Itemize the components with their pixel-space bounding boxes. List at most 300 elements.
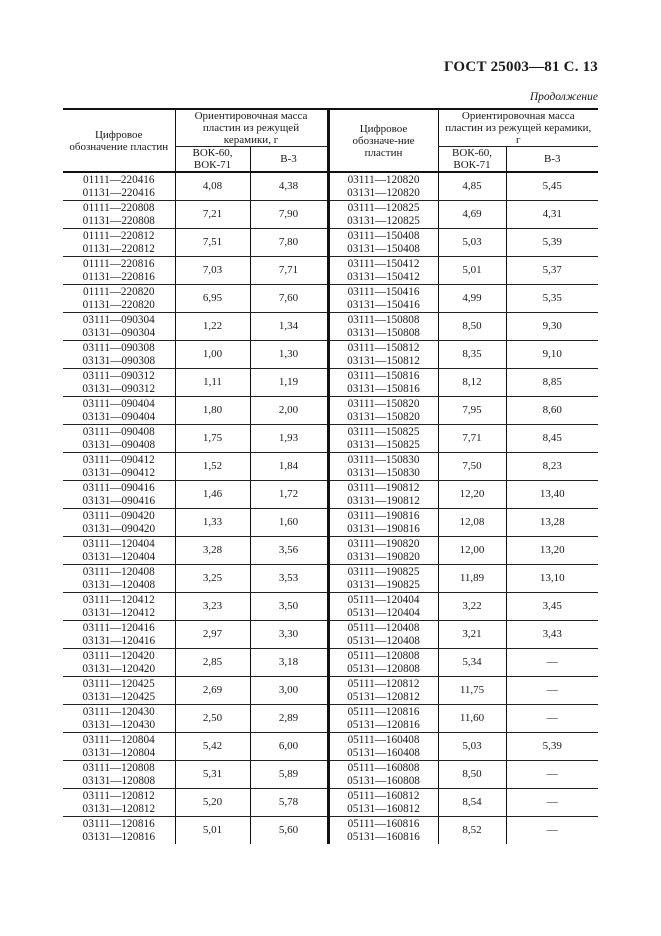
right-code-cell-text: 03111—150816 [347, 369, 420, 382]
left-b3-cell [250, 397, 328, 425]
right-vok-cell-text: 12,08 [459, 516, 485, 528]
right-code-cell-text: 05111—120408 [347, 621, 420, 634]
left-vok-cell-text: 1,00 [202, 348, 223, 360]
left-b3-cell-text: 7,90 [278, 208, 299, 220]
left-code-cell-text: 01111—220416 [83, 173, 155, 186]
right-b3-cell [506, 285, 598, 313]
right-b3-cell-text: 13,28 [539, 516, 565, 528]
table-row [63, 649, 598, 677]
left-code-cell [63, 621, 175, 649]
right-code-cell [328, 705, 438, 733]
left-code-cell [63, 341, 175, 369]
right-b3-cell [506, 817, 598, 845]
right-code-cell-text: 05111—120816 [347, 705, 420, 718]
right-vok-cell-text: 12,20 [459, 488, 485, 500]
left-code-cell-text: 01111—220808 [83, 201, 155, 214]
right-vok-cell-text: 11,75 [459, 684, 485, 696]
left-b3-cell-text: 5,60 [278, 824, 299, 836]
left-b3-cell [250, 285, 328, 313]
left-code-cell-text: 03111—120816 [82, 817, 155, 830]
right-code-cell-text: 03131—190825 [347, 578, 420, 591]
left-b3-cell-text: 2,89 [278, 712, 299, 724]
left-b3-cell [250, 172, 328, 201]
right-code-cell [328, 817, 438, 845]
left-code-cell-text: 03111—090308 [82, 341, 155, 354]
right-vok-cell-text: 5,01 [462, 264, 482, 276]
left-b3-cell-text: 3,18 [278, 656, 299, 668]
right-vok-cell [438, 341, 506, 369]
left-b3-cell [250, 369, 328, 397]
table-row [63, 705, 598, 733]
left-b3-cell-text: 3,50 [278, 600, 299, 612]
right-b3-cell-text: 9,30 [542, 320, 562, 332]
continuation-label: Продолжение [529, 91, 598, 103]
right-b3-cell-text: 8,60 [542, 404, 562, 416]
right-code-cell-text: 05111—160816 [347, 817, 420, 830]
right-vok-cell-text: 7,71 [462, 432, 482, 444]
left-vok-cell-text: 4,08 [202, 180, 223, 192]
right-code-cell-text: 05111—160812 [347, 789, 420, 802]
right-code-cell [328, 593, 438, 621]
left-b3-cell-text: 3,30 [278, 628, 299, 640]
left-code-cell-text: 03111—090420 [82, 509, 155, 522]
right-code-cell-text: 03131—150808 [347, 326, 420, 339]
left-vok-cell-text: 3,23 [202, 600, 223, 612]
left-code-cell-text: 03131—120804 [82, 746, 156, 759]
left-vok-cell-text: 2,85 [202, 656, 223, 668]
left-code-cell [63, 229, 175, 257]
right-vok-cell [438, 677, 506, 705]
right-b3-cell-text: 8,85 [542, 376, 562, 388]
right-b3-cell-text: 5,39 [542, 740, 562, 752]
left-b3-cell-text: 3,53 [278, 572, 299, 584]
right-code-cell-text: 05131—160816 [347, 830, 420, 843]
left-vok-cell-text: 1,80 [202, 404, 223, 416]
right-code-cell-text: 03111—150820 [347, 397, 420, 410]
left-code-cell-text: 01131—220812 [82, 242, 155, 255]
left-code-cell-text: 03131—090312 [82, 382, 156, 395]
right-vok-cell-text: 8,12 [462, 376, 482, 388]
left-code-cell [63, 257, 175, 285]
right-code-cell [328, 621, 438, 649]
left-code-cell [63, 677, 175, 705]
right-b3-cell [506, 593, 598, 621]
right-vok-cell-text: 7,50 [462, 460, 482, 472]
right-sub-header-b3: В-3 [506, 147, 598, 173]
right-b3-cell [506, 257, 598, 285]
left-code-cell-text: 03111—120808 [82, 761, 155, 774]
right-code-cell [328, 537, 438, 565]
left-b3-cell [250, 593, 328, 621]
right-vok-cell [438, 705, 506, 733]
right-b3-cell-text: 5,45 [542, 180, 562, 192]
left-vok-cell-text: 2,69 [202, 684, 223, 696]
left-code-cell [63, 565, 175, 593]
left-b3-cell [250, 313, 328, 341]
right-vok-cell [438, 481, 506, 509]
left-code-cell [63, 789, 175, 817]
table-row [63, 593, 598, 621]
left-b3-cell-text: 1,72 [278, 488, 299, 500]
right-b3-cell [506, 789, 598, 817]
right-code-cell-text: 05131—160812 [347, 802, 420, 815]
right-vok-cell [438, 509, 506, 537]
left-code-cell [63, 369, 175, 397]
right-code-cell [328, 369, 438, 397]
right-code-cell [328, 481, 438, 509]
left-code-cell [63, 453, 175, 481]
right-code-cell-text: 03111—150808 [347, 313, 420, 326]
left-vok-cell [175, 789, 250, 817]
left-vok-cell [175, 341, 250, 369]
left-code-cell-text: 03111—090304 [82, 313, 155, 326]
right-vok-cell [438, 257, 506, 285]
left-code-cell [63, 733, 175, 761]
left-code-cell-text: 03111—090412 [82, 453, 155, 466]
right-code-cell-text: 05131—120816 [347, 718, 420, 731]
left-vok-cell [175, 565, 250, 593]
right-code-cell-text: 03131—150412 [347, 270, 420, 283]
right-code-cell-text: 03131—150416 [347, 298, 420, 311]
left-vok-cell-text: 5,31 [202, 768, 223, 780]
left-code-cell-text: 03111—120430 [82, 705, 155, 718]
left-vok-cell-text: 7,21 [202, 208, 223, 220]
right-vok-cell [438, 649, 506, 677]
left-b3-cell [250, 425, 328, 453]
left-code-cell-text: 03111—120404 [82, 537, 155, 550]
right-code-cell-text: 03111—190812 [347, 481, 420, 494]
left-vok-cell-text: 1,33 [202, 516, 223, 528]
left-b3-cell-text: 7,60 [278, 292, 299, 304]
left-b3-cell-text: 4,38 [278, 180, 299, 192]
right-b3-cell-text: 8,45 [542, 432, 562, 444]
left-code-cell-text: 03111—120420 [82, 649, 155, 662]
table-row [63, 481, 598, 509]
left-b3-cell [250, 481, 328, 509]
right-vok-cell [438, 313, 506, 341]
table-body [63, 172, 598, 844]
right-b3-cell [506, 397, 598, 425]
left-b3-cell [250, 649, 328, 677]
left-code-cell [63, 705, 175, 733]
left-vok-cell-text: 5,20 [202, 796, 223, 808]
left-b3-cell-text: 1,84 [278, 460, 299, 472]
left-code-cell-text: 03131—120404 [82, 550, 156, 563]
right-b3-cell [506, 369, 598, 397]
right-code-cell [328, 565, 438, 593]
left-b3-cell-text: 1,93 [278, 432, 299, 444]
left-vok-cell-text: 2,50 [202, 712, 223, 724]
left-b3-cell [250, 733, 328, 761]
table-row [63, 677, 598, 705]
right-vok-cell-text: 8,50 [462, 768, 482, 780]
right-vok-cell [438, 593, 506, 621]
left-code-cell [63, 313, 175, 341]
table-row [63, 453, 598, 481]
right-vok-cell-text: 8,54 [462, 796, 482, 808]
left-b3-cell-text: 6,00 [278, 740, 299, 752]
right-b3-cell [506, 481, 598, 509]
right-code-cell [328, 341, 438, 369]
left-code-cell-text: 03131—120812 [82, 802, 156, 815]
left-b3-cell-text: 3,00 [278, 684, 299, 696]
left-vok-cell [175, 649, 250, 677]
left-vok-cell-text: 3,25 [202, 572, 223, 584]
right-code-cell-text: 03131—150830 [347, 466, 420, 479]
left-b3-cell [250, 509, 328, 537]
right-code-cell-text: 03111—120820 [347, 173, 420, 186]
left-code-cell-text: 03111—120812 [82, 789, 155, 802]
left-b3-cell [250, 817, 328, 845]
left-vok-cell [175, 453, 250, 481]
left-code-cell-text: 03111—090312 [82, 369, 155, 382]
left-vok-cell [175, 285, 250, 313]
left-code-cell-text: 03131—090404 [82, 410, 156, 423]
right-code-cell-text: 03111—190816 [347, 509, 420, 522]
right-b3-cell-text: — [546, 768, 558, 780]
right-vok-cell [438, 453, 506, 481]
table-row [63, 733, 598, 761]
left-b3-cell-text: 7,71 [278, 264, 299, 276]
left-vok-cell-text: 1,46 [202, 488, 223, 500]
right-vok-cell-text: 5,03 [462, 740, 482, 752]
left-vok-cell [175, 817, 250, 845]
left-code-cell-text: 03131—090412 [82, 466, 156, 479]
right-code-cell-text: 05131—120808 [347, 662, 420, 675]
right-vok-cell-text: 8,35 [462, 348, 482, 360]
right-code-cell-text: 05131—120812 [347, 690, 420, 703]
left-b3-cell-text: 1,34 [278, 320, 299, 332]
right-vok-cell-text: 4,85 [462, 180, 482, 192]
right-vok-cell-text: 5,03 [462, 236, 482, 248]
right-vok-cell [438, 565, 506, 593]
left-b3-cell-text: 2,00 [278, 404, 299, 416]
right-code-header: Цифровое обозначе-ние пластин [328, 109, 438, 172]
right-vok-cell [438, 817, 506, 845]
left-code-cell-text: 03131—120816 [82, 830, 156, 843]
right-vok-cell-text: 11,89 [459, 572, 485, 584]
right-code-cell [328, 509, 438, 537]
right-b3-cell-text: 3,45 [542, 600, 562, 612]
right-code-cell-text: 03111—150830 [347, 453, 420, 466]
left-code-cell-text: 03131—090408 [82, 438, 156, 451]
right-vok-cell [438, 172, 506, 201]
left-vok-cell [175, 481, 250, 509]
right-vok-cell [438, 537, 506, 565]
left-vok-cell [175, 677, 250, 705]
table-row [63, 537, 598, 565]
right-vok-cell [438, 425, 506, 453]
left-code-cell [63, 172, 175, 201]
left-code-cell [63, 537, 175, 565]
right-vok-cell [438, 285, 506, 313]
table-row [63, 761, 598, 789]
left-vok-cell-text: 7,03 [202, 264, 223, 276]
right-code-cell-text: 05111—120808 [347, 649, 420, 662]
left-code-cell-text: 03131—120425 [82, 690, 156, 703]
left-vok-cell [175, 705, 250, 733]
right-code-cell [328, 229, 438, 257]
left-code-cell [63, 817, 175, 845]
right-b3-cell [506, 453, 598, 481]
right-vok-cell-text: 11,60 [459, 712, 485, 724]
left-b3-cell [250, 705, 328, 733]
right-b3-cell-text: — [546, 796, 558, 808]
right-code-cell [328, 733, 438, 761]
left-code-cell-text: 03111—120408 [82, 565, 155, 578]
left-code-header: Цифровое обозначение пластин [63, 109, 175, 172]
left-code-cell [63, 481, 175, 509]
left-code-cell [63, 285, 175, 313]
left-vok-cell [175, 593, 250, 621]
right-b3-cell-text: 9,10 [542, 348, 562, 360]
right-vok-cell [438, 229, 506, 257]
right-b3-cell [506, 425, 598, 453]
right-b3-cell-text: 13,40 [539, 488, 565, 500]
right-b3-cell [506, 621, 598, 649]
right-code-cell-text: 03111—190820 [347, 537, 420, 550]
right-b3-cell-text: 13,10 [539, 572, 565, 584]
mass-table [63, 108, 598, 844]
right-vok-cell-text: 8,50 [462, 320, 482, 332]
left-code-cell-text: 03131—120416 [82, 634, 156, 647]
table-row [63, 397, 598, 425]
left-vok-cell-text: 7,51 [202, 236, 223, 248]
left-code-cell-text: 03131—090304 [82, 326, 156, 339]
left-vok-cell-text: 3,28 [202, 544, 223, 556]
left-vok-cell [175, 172, 250, 201]
right-code-cell-text: 03131—190812 [347, 494, 420, 507]
right-sub-header-vok: ВОК-60, ВОК-71 [438, 147, 506, 173]
left-b3-cell-text: 5,78 [278, 796, 299, 808]
right-vok-cell [438, 369, 506, 397]
right-code-cell [328, 453, 438, 481]
right-code-cell-text: 05111—120404 [347, 593, 420, 606]
left-code-cell-text: 03131—090308 [82, 354, 156, 367]
right-b3-cell-text: — [546, 656, 558, 668]
right-vok-cell-text: 3,22 [462, 600, 482, 612]
right-vok-cell-text: 4,99 [462, 292, 482, 304]
right-code-cell-text: 03131—150825 [347, 438, 420, 451]
right-b3-cell [506, 201, 598, 229]
left-code-cell-text: 01131—220820 [82, 298, 155, 311]
left-code-cell-text: 03131—120412 [82, 606, 156, 619]
table-row [63, 509, 598, 537]
right-b3-cell [506, 509, 598, 537]
left-b3-cell-text: 5,89 [278, 768, 299, 780]
left-code-cell-text: 01111—220816 [83, 257, 155, 270]
left-b3-cell [250, 677, 328, 705]
right-vok-cell [438, 733, 506, 761]
right-code-cell-text: 03131—150820 [347, 410, 420, 423]
right-b3-cell [506, 537, 598, 565]
left-code-cell [63, 425, 175, 453]
left-code-cell-text: 03111—120412 [82, 593, 155, 606]
left-vok-cell-text: 1,22 [202, 320, 223, 332]
table-row [63, 229, 598, 257]
right-b3-cell-text: 13,20 [539, 544, 565, 556]
right-b3-cell [506, 649, 598, 677]
left-vok-cell [175, 621, 250, 649]
right-code-cell-text: 03111—190825 [347, 565, 420, 578]
left-vok-cell-text: 6,95 [202, 292, 223, 304]
right-b3-cell [506, 172, 598, 201]
right-code-cell-text: 03131—150408 [347, 242, 420, 255]
right-vok-cell-text: 5,34 [462, 656, 482, 668]
right-vok-cell [438, 761, 506, 789]
left-b3-cell [250, 257, 328, 285]
right-vok-cell-text: 7,95 [462, 404, 482, 416]
right-code-cell-text: 03131—150812 [347, 354, 420, 367]
left-vok-cell-text: 5,42 [202, 740, 223, 752]
left-b3-cell-text: 1,30 [278, 348, 299, 360]
left-code-cell [63, 593, 175, 621]
right-code-cell [328, 313, 438, 341]
left-code-cell-text: 03111—090408 [82, 425, 155, 438]
right-vok-cell-text: 4,69 [462, 208, 482, 220]
left-vok-cell [175, 201, 250, 229]
right-b3-cell [506, 313, 598, 341]
right-code-cell-text: 03111—150416 [347, 285, 420, 298]
right-code-cell [328, 285, 438, 313]
table-row [63, 201, 598, 229]
left-code-cell-text: 01131—220816 [82, 270, 155, 283]
right-code-cell [328, 201, 438, 229]
right-b3-cell-text: — [546, 712, 558, 724]
right-b3-cell [506, 341, 598, 369]
table-row [63, 789, 598, 817]
table-row [63, 341, 598, 369]
left-code-cell [63, 397, 175, 425]
table-row [63, 621, 598, 649]
right-code-cell-text: 05111—120812 [347, 677, 420, 690]
left-code-cell-text: 03111—120804 [82, 733, 155, 746]
left-b3-cell [250, 565, 328, 593]
right-code-cell-text: 05111—160808 [347, 761, 420, 774]
right-code-cell-text: 03131—190816 [347, 522, 420, 535]
right-code-cell [328, 677, 438, 705]
left-code-cell-text: 03111—120416 [82, 621, 155, 634]
right-code-cell-text: 05131—160808 [347, 774, 420, 787]
right-code-cell-text: 03111—150812 [347, 341, 420, 354]
left-b3-cell [250, 789, 328, 817]
right-vok-cell [438, 789, 506, 817]
left-b3-cell [250, 621, 328, 649]
left-b3-cell-text: 1,60 [278, 516, 299, 528]
right-b3-cell [506, 733, 598, 761]
right-code-cell-text: 03131—120820 [347, 186, 420, 199]
left-vok-cell [175, 313, 250, 341]
right-vok-cell [438, 621, 506, 649]
right-code-cell [328, 425, 438, 453]
right-code-cell-text: 03131—190820 [347, 550, 420, 563]
left-vok-cell [175, 509, 250, 537]
left-code-cell-text: 03131—090416 [82, 494, 156, 507]
right-code-cell [328, 397, 438, 425]
left-code-cell-text: 03131—120430 [82, 718, 156, 731]
left-vok-cell [175, 537, 250, 565]
left-b3-cell-text: 1,19 [278, 376, 299, 388]
right-vok-cell-text: 12,00 [459, 544, 485, 556]
left-vok-cell [175, 369, 250, 397]
right-code-cell-text: 05131—160408 [347, 746, 420, 759]
right-vok-cell [438, 397, 506, 425]
left-vok-cell-text: 1,11 [203, 376, 222, 388]
right-code-cell [328, 649, 438, 677]
left-code-cell-text: 01111—220820 [83, 285, 155, 298]
right-code-cell [328, 257, 438, 285]
right-vok-cell-text: 3,21 [462, 628, 482, 640]
